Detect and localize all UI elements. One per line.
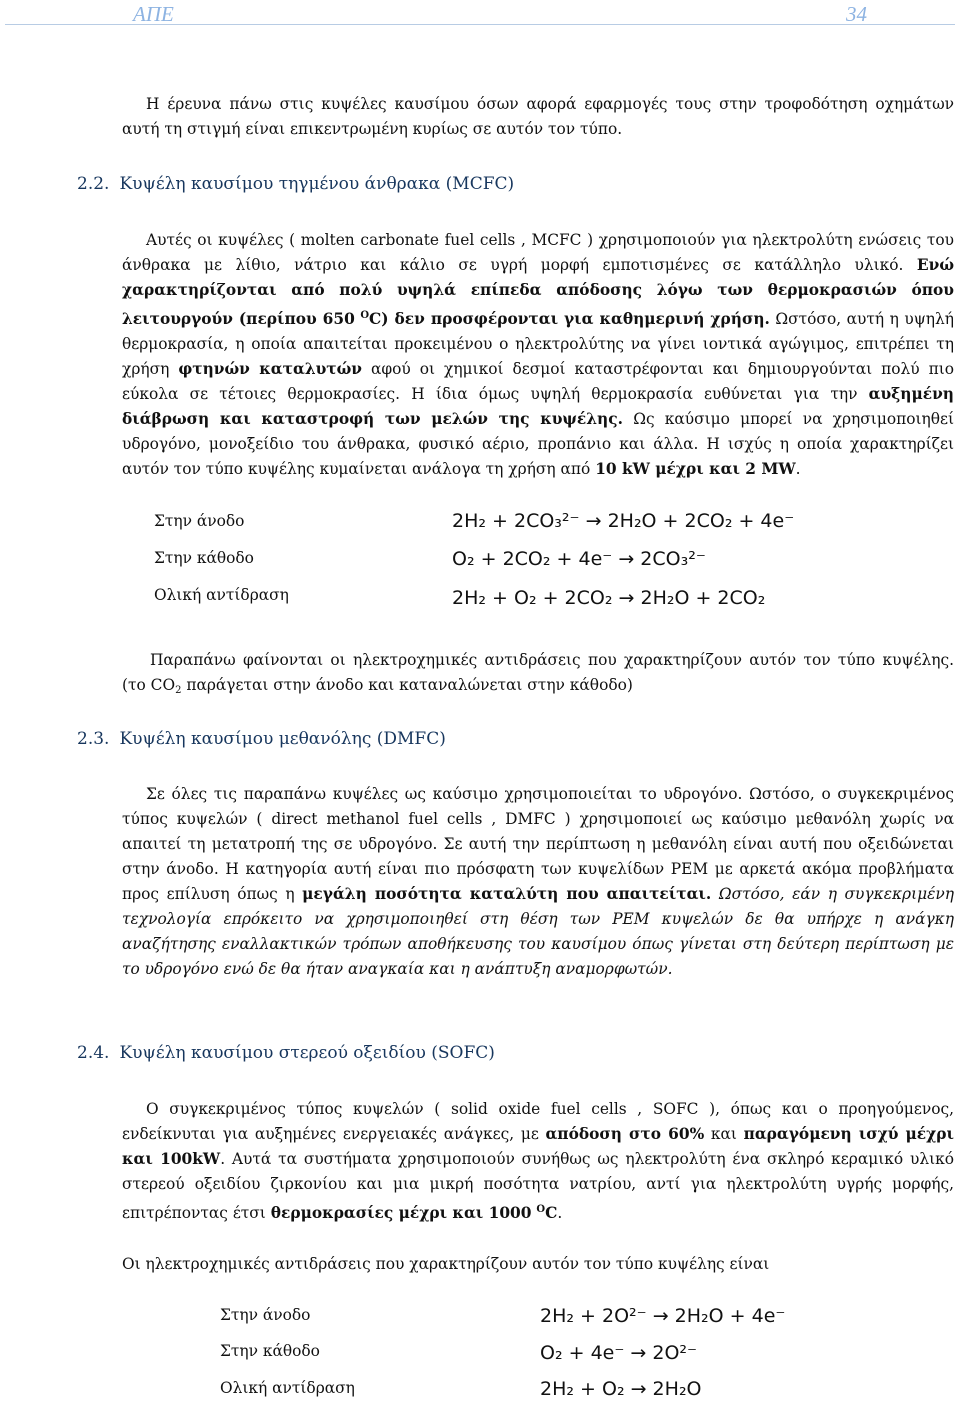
mcfc-paragraph — [122, 228, 954, 482]
mcfc-cathode-label: Στην κάθοδο — [154, 549, 254, 567]
sofc-reactions-intro: Οι ηλεκτροχημικές αντιδράσεις που χαρακτηρίζουν αυτόν τον τύπο κυψέλης είναι — [122, 1255, 770, 1273]
section-heading-sofc — [77, 1043, 495, 1063]
mcfc-note-co2-a: (το CO — [122, 676, 176, 694]
page-header — [0, 0, 960, 30]
sofc-text-4: . — [557, 1204, 563, 1222]
mcfc-text-4: Ως καύσιμο μπορεί να χρησιμοποιηθεί υδρογόνο, μονοξείδιο του άνθρακα, φυσικό αέριο, προπάνιο και άλλα. Η ισχύς η οποία χαρακτηρίζει αυτόν τον τύπο κυψέλης κυμαίνεται ανάλογα τη χρήση από — [122, 410, 954, 478]
mcfc-overall-label: Ολική αντίδραση — [154, 586, 289, 604]
mcfc-bold-3: αυξημένη διάβρωση και καταστροφή των μελών της κυψέλης. — [122, 385, 954, 428]
mcfc-text-1: Αυτές οι κυψέλες ( molten carbonate fuel cells , MCFC ) χρησιμοποιούν για ηλεκτρολύτη ενώσεις του άνθρακα με λίθιο, νάτριο και κάλιο σε υγρή μορφή εμποτισμένες σε κατάλληλο υλικό. — [122, 231, 954, 274]
mcfc-bold-2: φτηνών καταλυτών — [178, 360, 362, 378]
sofc-overall-equation: 2H₂ + O₂ → 2H₂O — [540, 1378, 702, 1400]
header-divider — [5, 24, 955, 25]
sofc-cathode-label: Στην κάθοδο — [220, 1342, 320, 1360]
dmfc-bold-1: μεγάλη ποσότητα καταλύτη που απαιτείται. — [302, 885, 712, 903]
sofc-paragraph — [122, 1097, 954, 1226]
page-number: 34 — [846, 2, 867, 26]
mcfc-bold-1: Ενώ χαρακτηρίζονται από πολύ υψηλά επίπεδα απόδοσης λόγω των θερμοκρασιών όπου λειτουργούν (περίπου 650 — [122, 256, 954, 328]
sofc-cathode-equation: O₂ + 4e⁻ → 2O²⁻ — [540, 1342, 698, 1364]
section-heading-mcfc — [77, 174, 514, 194]
section-number: 2.4. — [77, 1043, 110, 1063]
mcfc-anode-label: Στην άνοδο — [154, 512, 245, 530]
degree-symbol: O — [360, 310, 370, 321]
sofc-bold-2: παραγόμενη ισχύ μέχρι και 100kW — [122, 1125, 954, 1168]
sofc-anode-equation: 2H₂ + 2O²⁻ → 2H₂O + 4e⁻ — [540, 1305, 786, 1327]
mcfc-text-2: Ωστόσο, αυτή η υψηλή θερμοκρασία, η οποία απαιτείται προκειμένου ο ηλεκτρολύτης να γίνει ιοντικά αγώγιμος, επιτρέπει τη χρήση — [122, 310, 954, 378]
section-title: Κυψέλη καυσίμου στερεού οξειδίου (SOFC) — [119, 1043, 495, 1063]
sofc-text-2: και — [710, 1125, 737, 1143]
dmfc-text-1: Σε όλες τις παραπάνω κυψέλες ως καύσιμο χρησιμοποιείται το υδρογόνο. Ωστόσο, ο συγκεκριμένος τύπος κυψελών ( direct methanol fuel cells , DMFC ) χρησιμοποιεί ως καύσιμο μεθανόλη χωρίς να απαιτεί τη μετατροπή της σε υδρογόνο. Σε αυτή την περίπτωση η μεθανόλη είναι αυτή που οξειδώνεται στην άνοδο. Η κατηγορία αυτή είναι πιο πρόσφατη των κυψελίδων PEM με αρκετά ακόμα προβλήματα προς επίλυση όπως η — [122, 785, 954, 903]
section-title: Κυψέλη καυσίμου μεθανόλης (DMFC) — [119, 729, 446, 749]
mcfc-bold-1b: C) δεν προσφέρονται για καθημερινή χρήση. — [369, 310, 770, 328]
mcfc-cathode-equation: O₂ + 2CO₂ + 4e⁻ → 2CO₃²⁻ — [452, 548, 706, 570]
mcfc-text-3: αφού οι χημικοί δεσμοί καταστρέφονται και δημιουργούνται πολύ πιο εύκολα σε τέτοιες θερμοκρασίες. Η ίδια όμως υψηλή θερμοκρασία ευθύνεται για την — [122, 360, 954, 403]
section-number: 2.3. — [77, 729, 110, 749]
mcfc-note-co2-sub: 2 — [175, 685, 182, 696]
mcfc-overall-equation: 2H₂ + O₂ + 2CO₂ → 2H₂O + 2CO₂ — [452, 587, 766, 609]
mcfc-note-co2-b: παράγεται στην άνοδο και καταναλώνεται στην κάθοδο) — [181, 676, 633, 694]
mcfc-note-text: Παραπάνω φαίνονται οι ηλεκτροχημικές αντιδράσεις που χαρακτηρίζουν αυτόν τον τύπο κυψέλης. — [150, 651, 954, 669]
mcfc-reactions-note — [122, 648, 954, 703]
sofc-bold-3: θερμοκρασίες μέχρι και 1000 — [270, 1204, 532, 1222]
dmfc-paragraph — [122, 782, 954, 982]
sofc-overall-label: Ολική αντίδραση — [220, 1379, 355, 1397]
degree-symbol: O — [536, 1204, 546, 1215]
section-title: Κυψέλη καυσίμου τηγμένου άνθρακα (MCFC) — [119, 174, 515, 194]
mcfc-bold-4: 10 kW μέχρι και 2 MW — [595, 460, 796, 478]
dmfc-italic-1: Ωστόσο, εάν η συγκεκριμένη τεχνολογία επρόκειτο να χρησιμοποιηθεί στη θέση των PEM κυψελών δε θα υπήρχε η ανάγκη αναζήτησης εναλλακτικών τρόπων αποθήκευσης του καυσίμου όπως γίνεται στη δεύτερη περίπτωση με το υδρογόνο ενώ δε θα ήταν αναγκαία και η ανάπτυξη αναμορφωτών. — [122, 885, 954, 978]
section-number: 2.2. — [77, 174, 110, 194]
mcfc-text-5: . — [795, 460, 801, 478]
section-heading-dmfc — [77, 729, 446, 749]
sofc-text-3: . Αυτά τα συστήματα χρησιμοποιούν συνήθως ως ηλεκτρολύτη ένα σκληρό κεραμικό υλικό στερεού οξειδίου ζιρκονίου και μια μικρή ποσότητα νατρίου, αντί για ηλεκτρολύτη υγρής μορφής, επιτρέποντας έτσι — [122, 1150, 954, 1222]
mcfc-anode-equation: 2H₂ + 2CO₃²⁻ → 2H₂O + 2CO₂ + 4e⁻ — [452, 510, 795, 532]
intro-paragraph: Η έρευνα πάνω στις κυψέλες καυσίμου όσων αφορά εφαρμογές τους στην τροφοδότηση οχημάτων αυτή τη στιγμή είναι επικεντρωμένη κυρίως σε αυτόν τον τύπο. — [122, 95, 954, 138]
sofc-bold-1: απόδοση στο 60% — [545, 1125, 705, 1143]
header-title: ΑΠΕ — [133, 2, 174, 26]
sofc-bold-3b: C — [545, 1204, 558, 1222]
sofc-anode-label: Στην άνοδο — [220, 1306, 311, 1324]
sofc-text-1: Ο συγκεκριμένος τύπος κυψελών ( solid oxide fuel cells , SOFC ), όπως και ο προηγούμενος, ενδείκνυται για αυξημένες ενεργειακές ανάγκες, με — [122, 1100, 954, 1143]
